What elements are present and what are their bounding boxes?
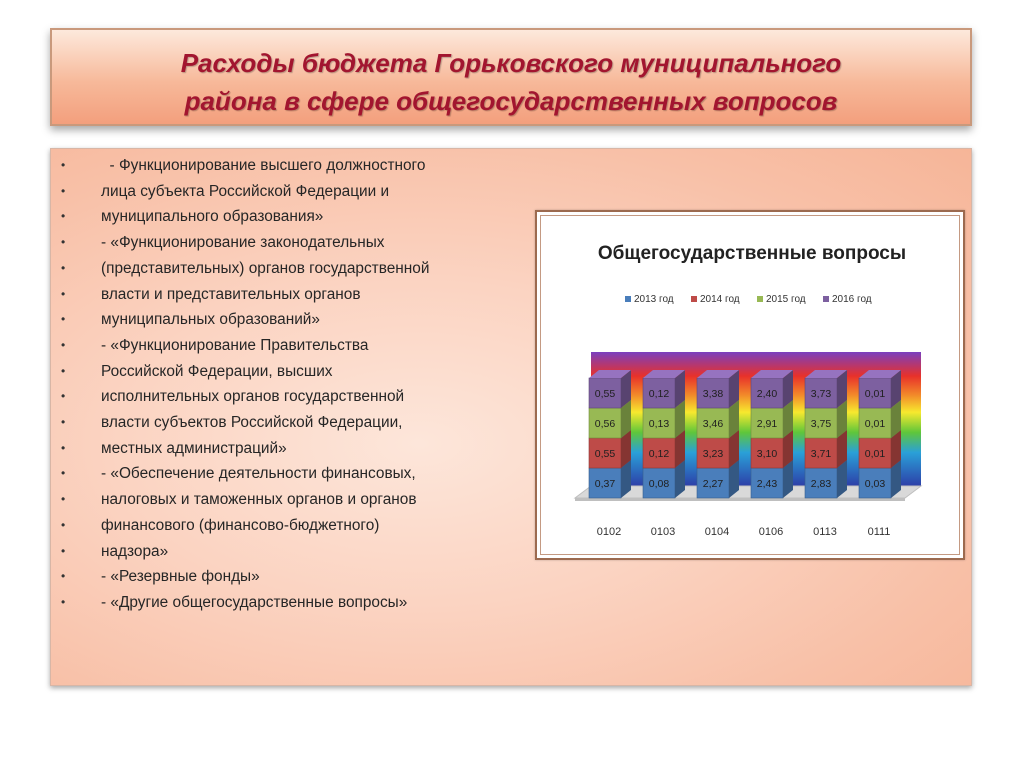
bullet-dot: • bbox=[61, 389, 66, 404]
bar-value-label: 3,10 bbox=[756, 448, 778, 460]
bar-value-label: 2,40 bbox=[756, 388, 778, 400]
bullet-dot: • bbox=[61, 492, 66, 507]
bullet-item bbox=[61, 153, 551, 179]
bar-value-label: 0,03 bbox=[864, 478, 886, 490]
bullet-dot: • bbox=[61, 594, 66, 609]
chart-floor-edge bbox=[575, 498, 905, 501]
bullet-item bbox=[61, 179, 551, 205]
bullet-text: финансового (финансово-бюджетного) bbox=[101, 516, 380, 534]
bar-value-label: 3,73 bbox=[810, 388, 832, 400]
bullet-item bbox=[61, 564, 551, 590]
bullet-text: власти и представительных органов bbox=[101, 285, 361, 303]
bar-value-label: 0,01 bbox=[864, 388, 886, 400]
bullet-dot: • bbox=[61, 569, 66, 584]
bullet-item bbox=[61, 256, 551, 282]
legend-label: 2013 год bbox=[634, 294, 674, 305]
bar-value-label: 0,01 bbox=[864, 448, 886, 460]
bullet-item bbox=[61, 539, 551, 565]
bar-value-label: 2,83 bbox=[810, 478, 832, 490]
content-panel bbox=[50, 148, 972, 686]
bullet-text: - «Другие общегосударственные вопросы» bbox=[101, 593, 408, 611]
bar-value-label: 0,56 bbox=[594, 418, 616, 430]
x-tick-label: 0104 bbox=[704, 526, 730, 538]
bar-value-label: 0,12 bbox=[648, 388, 670, 400]
bullet-item bbox=[61, 359, 551, 385]
bullet-list bbox=[61, 153, 551, 616]
bullet-dot: • bbox=[61, 415, 66, 430]
bullet-dot: • bbox=[61, 260, 66, 275]
bar-value-label: 3,75 bbox=[810, 418, 832, 430]
x-tick-label: 0106 bbox=[758, 526, 784, 538]
bar-value-label: 2,27 bbox=[702, 478, 724, 490]
bullet-dot: • bbox=[61, 312, 66, 327]
bar-value-label: 3,38 bbox=[702, 388, 724, 400]
bullet-item bbox=[61, 487, 551, 513]
bullet-dot: • bbox=[61, 158, 66, 172]
bar-value-label: 0,01 bbox=[864, 418, 886, 430]
bullet-item bbox=[61, 590, 551, 616]
bullet-dot: • bbox=[61, 235, 66, 250]
bullet-item bbox=[61, 307, 551, 333]
legend-swatch bbox=[757, 296, 763, 302]
bar-value-label: 3,71 bbox=[810, 448, 832, 460]
bullet-item bbox=[61, 461, 551, 487]
bullet-text: - «Функционирование Правительства bbox=[101, 336, 369, 354]
bullet-item bbox=[61, 410, 551, 436]
bullet-item bbox=[61, 513, 551, 539]
bullet-text: налоговых и таможенных органов и органов bbox=[101, 491, 417, 509]
bar-value-label: 3,46 bbox=[702, 418, 724, 430]
page-title-line2: района в сфере общегосударственных вопросов bbox=[184, 86, 838, 116]
bullet-item bbox=[61, 333, 551, 359]
chart-title: Общегосударственные вопросы bbox=[597, 243, 907, 264]
bullet-dot: • bbox=[61, 543, 66, 558]
bullet-dot: • bbox=[61, 440, 66, 455]
legend-swatch bbox=[625, 296, 631, 302]
x-tick-label: 0111 bbox=[867, 526, 891, 538]
bullet-text: власти субъектов Российской Федерации, bbox=[101, 414, 403, 432]
legend-label: 2014 год bbox=[700, 294, 740, 305]
bar-value-label: 0,13 bbox=[648, 418, 670, 430]
bar-value-label: 2,43 bbox=[756, 478, 778, 490]
x-tick-label: 0113 bbox=[813, 526, 837, 538]
stacked-bar-chart bbox=[537, 212, 967, 562]
bullet-dot: • bbox=[61, 337, 66, 352]
bullet-text: - «Обеспечение деятельности финансовых, bbox=[101, 465, 416, 483]
bullet-text: - «Функционирование законодательных bbox=[101, 234, 385, 252]
bullet-text: исполнительных органов государственной bbox=[101, 388, 405, 406]
bar-value-label: 0,37 bbox=[594, 478, 616, 490]
page-title-line1: Расходы бюджета Горьковского муниципального bbox=[180, 48, 842, 78]
bullet-item bbox=[61, 384, 551, 410]
x-tick-label: 0103 bbox=[650, 526, 676, 538]
bar-value-label: 3,23 bbox=[702, 448, 724, 460]
bullet-dot: • bbox=[61, 466, 66, 481]
legend-label: 2015 год bbox=[766, 294, 806, 305]
bar-value-label: 0,55 bbox=[594, 448, 616, 460]
bar-value-label: 0,08 bbox=[648, 478, 670, 490]
bullet-dot: • bbox=[61, 517, 66, 532]
bullet-text: муниципальных образований» bbox=[101, 311, 320, 329]
bullet-dot: • bbox=[61, 363, 66, 378]
bullet-item bbox=[61, 282, 551, 308]
legend-swatch bbox=[691, 296, 697, 302]
chart-frame bbox=[535, 210, 965, 560]
legend-swatch bbox=[823, 296, 829, 302]
bullet-text: местных администраций» bbox=[101, 439, 287, 457]
bullet-item bbox=[61, 230, 551, 256]
bullet-dot: • bbox=[61, 183, 66, 198]
legend-label: 2016 год bbox=[832, 294, 872, 305]
bullet-item bbox=[61, 204, 551, 230]
bullet-text: Российской Федерации, высших bbox=[101, 362, 333, 380]
bullet-text: надзора» bbox=[101, 542, 169, 560]
bullet-text: (представительных) органов государственной bbox=[101, 259, 430, 277]
bar-value-label: 2,91 bbox=[756, 418, 778, 430]
bar-value-label: 0,12 bbox=[648, 448, 670, 460]
x-tick-label: 0102 bbox=[596, 526, 622, 538]
bullet-item bbox=[61, 436, 551, 462]
bullet-dot: • bbox=[61, 286, 66, 301]
bullet-text: лица субъекта Российской Федерации и bbox=[101, 182, 390, 200]
bar-value-label: 0,55 bbox=[594, 388, 616, 400]
bullet-text: муниципального образования» bbox=[101, 208, 324, 226]
title-banner bbox=[50, 28, 972, 126]
bullet-text: - Функционирование высшего должностного bbox=[101, 157, 426, 174]
bullet-text: - «Резервные фонды» bbox=[101, 568, 260, 586]
bullet-dot: • bbox=[61, 209, 66, 224]
